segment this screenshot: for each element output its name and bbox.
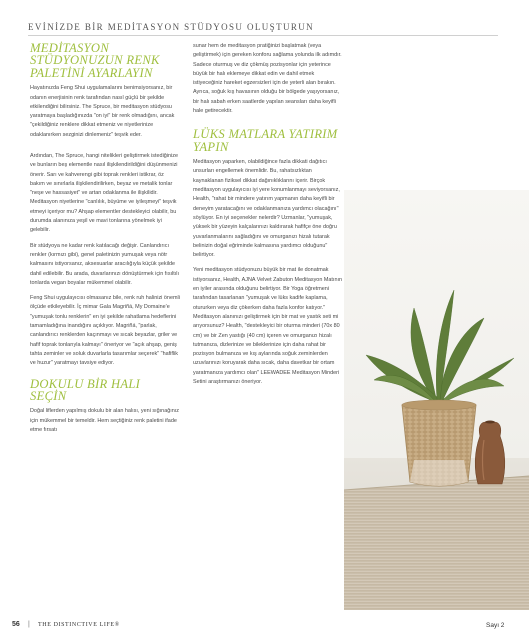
paragraph: Yeni meditasyon stüdyonuzu büyük bir mat ile donatmak istiyorsanız, Health, AJNA Velvet Zabuton Meditasyon Matının en iyiler arasında olduğunu belirtiyor. Bir Yoga öğretmeni tarafından tasarlanan "yumuşak ve lüks kadife kaplama, otururken veya diz çökerken daha fazla konfor katıyor." Meditasyon alanınızı geliştirmek için bir mat ve yastık seti mi arıyorsunuz? Health, "destekleyici bir oturma minderi (70x 80 cm) ve bir Zen yastığı (40 cm) içeren ve omurganızı hizalı tutmanıza, dizlerinize ve bileklerinize için daha rahat bir pozisyon bulmanıza ve kış aylarında soğuk zeminlerden uzuvlarınızı koruyarak daha sıcak, daha davetkar bir ortam yaratmanıza yardımcı olan" LEEWADEE Meditasyon Minderi Setini araştırmanızı öneriyor. bbox=[193, 267, 343, 386]
section-heading-rug: DOKULU BİR HALI SEÇİN bbox=[30, 376, 141, 403]
page-number: 56 bbox=[12, 621, 20, 628]
woven-basket-icon bbox=[402, 400, 476, 486]
paragraph: sunar hem de meditasyon pratiğinizi başlatmak (veya geliştirmek) için gereken konforu sağlama yolunda ilk adımdır. Sadece oturmuş ve diz çökmüş pozisyonlar için yeterince büyük bir halı eklemeye dikkat edin ve dahil etmek istiyeceğiniz hareket egzersizleri için de yeterli alan bırakın. Ayrıca, soğuk kış havasının olduğu bir bölgede yaşıyorsanız, bir halı sabah erken saatlerde yapılan seansları daha keyifli hale getirecektir. bbox=[193, 43, 342, 115]
paragraph: Meditasyon yaparken, olabildiğince fazla dikkati dağıtıcı unsurları engellemek önemlidir. Bu, rahatsızlıktan kaynaklanan fiziksel dikkat dağınıklıklarını içerir. Birçok meditasyon uygulayıcısı iyi yere konumlanmayı seviyorsanız, Health, "rahat bir mindere yatırım yapmanın daha keyifli bir deneyim yaratacağını ve odaklanmanıza yardımcı olacağını" söylüyor. En iyi seçenekler nelerdir? Uzmanlar, "yumuşak, yüksek bir yüzeyin kalçalarınızı kaldırarak hafifçe öne doğru yuvarlanmalarını sağladığını ve omurganızı hizalı tutarak belinizin doğal eğriminde kalmasına yardımcı olduğunu" belirtiyor. bbox=[193, 159, 340, 259]
footer-separator: | bbox=[28, 621, 30, 628]
paragraph: Bir stüdyoya ne kadar renk katılacağı değişir. Canlandırıcı renkler (kırmızı gibi), genel paletinizin yumuşak veya nötr kalmasını istiyorsanız, aksesuarlar aracılığıyla küçük şekilde dahil edilebilir. Bu arada, duvarlarınızı dönüştürmek için fısıltılı tonlarda vegan boyalar mükemmel olabilir. bbox=[30, 242, 179, 286]
paragraph: Doğal liflerden yapılmış dokulu bir alan halısı, yeni sığınağınız için mükemmel bir temeldir. Hem seçtiğiniz renk paletini ifade etme fırsatı bbox=[30, 408, 180, 433]
paragraph: Ardından, The Spruce, hangi nitelikleri geliştirmek istediğinize ve bunların beş elementle nasıl ilişkilendirildiğini düşünmenizi önerir. Sarı ve kahverengi gibi toprak renkleri istikrar, öz bakım ve sınırlarla ilişkilendirilirken, beyaz ve metalik tonlar "neşe ve hassasiyet" ve artan odaklanma ile ilişkilidir. Meditasyon niyetlerine "canlılık, büyüme ve iyileşmeyi" teşvik etmeyi içeriyor mu? Ahşap elementler destekleyici olabilir, bu durumda alanınıza yeşil ve mavi tonlarına yönelmek iyi gelebilir. bbox=[30, 153, 178, 234]
left-column bbox=[30, 42, 180, 435]
magazine-name: THE DISTINCTIVE LIFE® bbox=[38, 622, 120, 628]
issue-number: Sayı 2 bbox=[486, 622, 505, 629]
header-rule bbox=[28, 35, 498, 36]
paragraph: Feng Shui uygulayıcısı olmasanız bile, renk ruh halinizi önemli ölçüde etkileyebilir. İç mimar Gala Magriñá, My Domaine'e "yumuşak tonlu renklerin" en iyi şekilde rahatlama hedeflerini tamamladığına inandığını açıklıyor. Magriñá, "parlak, canlandırıcı renklerden kaçınmayı ve sıcak beyazlar, griler ve hafif toprak tonlarıyla kalmayı" öneriyor ve "açık ahşap, geniş tahta zeminler ve soluk duvarlarla tasarımlar seçerek" "hafiflik ve huzur" yaratmayı tavsiye ediyor. bbox=[30, 295, 180, 367]
section-heading-mats: LÜKS MATLARA YATIRIM YAPIN bbox=[193, 127, 338, 154]
photo-illustration bbox=[344, 190, 529, 610]
wooden-vase-icon bbox=[475, 421, 505, 485]
interior-photo bbox=[344, 190, 529, 610]
paragraph: Hayatınızda Feng Shui uygulamalarını benimsiyorsanız, bir odanın enerjisinin renk tarafından nasıl güçlü bir şekilde etkilendiğini bilirsiniz. The Spruce, bir meditasyon stüdyosu yaratmaya başladığınızda "on iyi" bir renk olmadığını, ancak "çekildiğiniz renklere dikkat etmeniz ve niyetlerinize odaklanırken sezginizi dinlemeniz" teşvik eder. bbox=[30, 85, 175, 138]
right-column bbox=[193, 42, 343, 387]
running-header: EVİNİZDE BİR MEDİTASYON STÜDYOSU OLUŞTURUN bbox=[28, 22, 315, 32]
textured-rug-icon bbox=[344, 476, 529, 610]
section-heading-color-palette: MEDİTASYON STÜDYONUZUN RENK PALETİNİ AYARLAYIN bbox=[30, 41, 160, 80]
